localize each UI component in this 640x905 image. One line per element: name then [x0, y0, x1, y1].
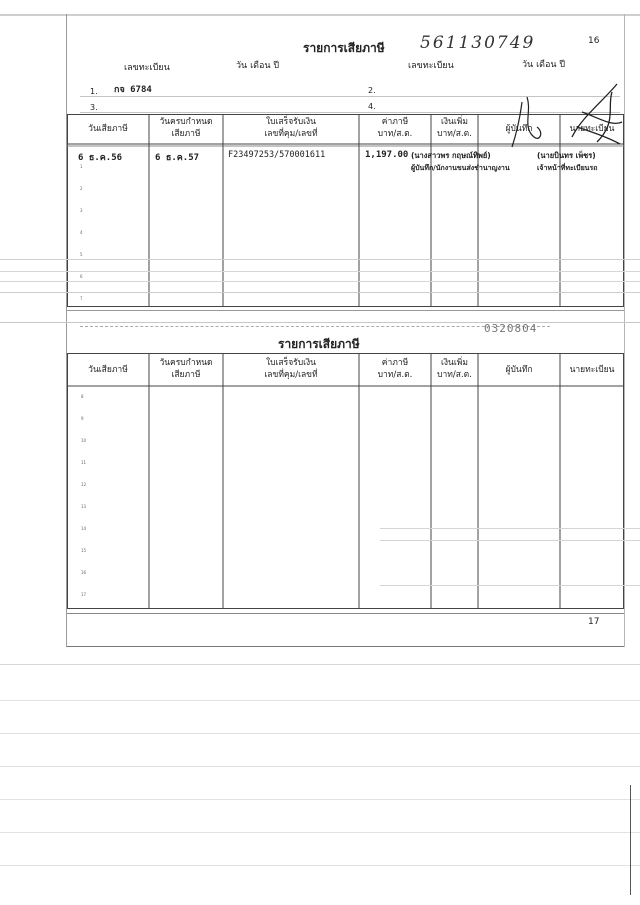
row-number: 17 [81, 592, 87, 597]
scan-noise [380, 528, 640, 529]
reg-row-1-num: 1. [90, 87, 98, 96]
scan-edge-top [0, 14, 640, 16]
reg-label-left: เลขทะเบียน [124, 63, 170, 73]
scan-noise [380, 585, 640, 586]
header-tax-date: วันเสียภาษี [88, 365, 128, 375]
reg-row-1-value: กจ 6784 [114, 85, 152, 95]
recorder-stamp-name: (นางสาวพร กฤษณ์ทิพย์) [411, 151, 491, 160]
header-tax-amount-2: บาท/ส.ต. [377, 370, 413, 380]
entry-amount: 1,197.00 [365, 150, 409, 160]
reg-row-4-num: 4. [368, 102, 376, 111]
scan-noise [0, 292, 640, 293]
row-number: 3 [80, 208, 83, 213]
date-label-left: วัน เดือน ปี [236, 61, 280, 71]
entry-due-date: 6 ธ.ค.57 [155, 153, 200, 163]
row-number: 11 [81, 460, 87, 465]
row-number: 1 [80, 164, 83, 169]
page-number-top: 16 [588, 36, 600, 46]
header-tax-date: วันเสียภาษี [88, 124, 128, 134]
header-recorder: ผู้บันทึก [505, 365, 533, 375]
section2-stamp-number: 0320804 [484, 322, 538, 335]
scan-edge-bottom-right [630, 785, 631, 895]
header-surcharge-2: บาท/ส.ต. [437, 129, 472, 139]
registrar-stamp-name: (นายบินทร เพ็ชร) [537, 151, 596, 160]
ruled-line [0, 799, 640, 800]
row-number: 2 [80, 186, 83, 191]
dotted-line [80, 326, 550, 327]
header-receipt-1: ใบเสร็จรับเงิน [265, 358, 316, 368]
header-tax-amount-1: ค่าภาษี [381, 117, 409, 127]
header-registrar: นายทะเบียน [569, 124, 615, 134]
header-receipt-2: เลขที่คุม/เลขที่ [264, 370, 318, 380]
header-tax-amount-1: ค่าภาษี [381, 358, 409, 368]
handwritten-number: 561130749 [420, 33, 536, 53]
registrar-stamp-title: เจ้าหน้าที่ทะเบียนรถ [537, 164, 598, 172]
ruled-line [0, 700, 640, 701]
row-number: 7 [80, 296, 83, 301]
reg-label-right: เลขทะเบียน [408, 61, 454, 71]
header-surcharge-1: เงินเพิ่ม [441, 358, 468, 368]
recorder-stamp-title: ผู้บันทึก/นักงานขนส่งชำนาญงาน [411, 164, 510, 172]
row-number: 4 [80, 230, 83, 235]
header-due-date-2: เสียภาษี [171, 129, 201, 139]
tax-table-2 [67, 353, 624, 609]
header-due-date-1: วันครบกำหนด [159, 117, 213, 127]
form-bottom-line [67, 613, 624, 614]
section1-title: รายการเสียภาษี [303, 41, 385, 55]
row-number: 9 [81, 416, 84, 421]
recorder-signature [482, 92, 562, 152]
row-number: 10 [81, 438, 87, 443]
ruled-line [0, 832, 640, 833]
scan-noise [0, 259, 640, 260]
ruled-line [0, 664, 640, 665]
ruled-line [0, 766, 640, 767]
header-due-date-1: วันครบกำหนด [159, 358, 213, 368]
row-number: 5 [80, 252, 83, 257]
registrar-signature [562, 82, 632, 157]
reg-row-2-num: 2. [368, 86, 376, 95]
ruled-line [0, 865, 640, 866]
page-number-bottom: 17 [588, 617, 600, 627]
form-bottom-edge [67, 646, 624, 647]
entry-tax-date: 6 ธ.ค.56 [78, 153, 123, 163]
scan-noise [0, 271, 640, 272]
header-surcharge-2: บาท/ส.ต. [437, 370, 472, 380]
row-number: 6 [80, 274, 83, 279]
date-label-right: วัน เดือน ปี [522, 60, 566, 70]
row-number: 15 [81, 548, 87, 553]
section-divider [0, 322, 640, 323]
ruled-line [0, 733, 640, 734]
header-tax-amount-2: บาท/ส.ต. [377, 129, 413, 139]
tax-table-1 [67, 114, 624, 307]
header-receipt-2: เลขที่คุม/เลขที่ [264, 129, 318, 139]
header-recorder: ผู้บันทึก [505, 124, 533, 134]
row-number: 8 [81, 394, 84, 399]
row-number: 14 [81, 526, 87, 531]
entry-receipt: F23497253/570001611 [228, 150, 326, 160]
reg-row-3-num: 3. [90, 103, 98, 112]
row-number: 16 [81, 570, 87, 575]
scan-noise [0, 281, 640, 282]
row-number: 13 [81, 504, 87, 509]
row-number: 12 [81, 482, 87, 487]
header-due-date-2: เสียภาษี [171, 370, 201, 380]
scan-noise [380, 540, 640, 541]
header-registrar: นายทะเบียน [569, 365, 615, 375]
section-divider [67, 310, 624, 311]
header-receipt-1: ใบเสร็จรับเงิน [265, 117, 316, 127]
header-surcharge-1: เงินเพิ่ม [441, 117, 468, 127]
section2-title: รายการเสียภาษี [278, 337, 360, 351]
